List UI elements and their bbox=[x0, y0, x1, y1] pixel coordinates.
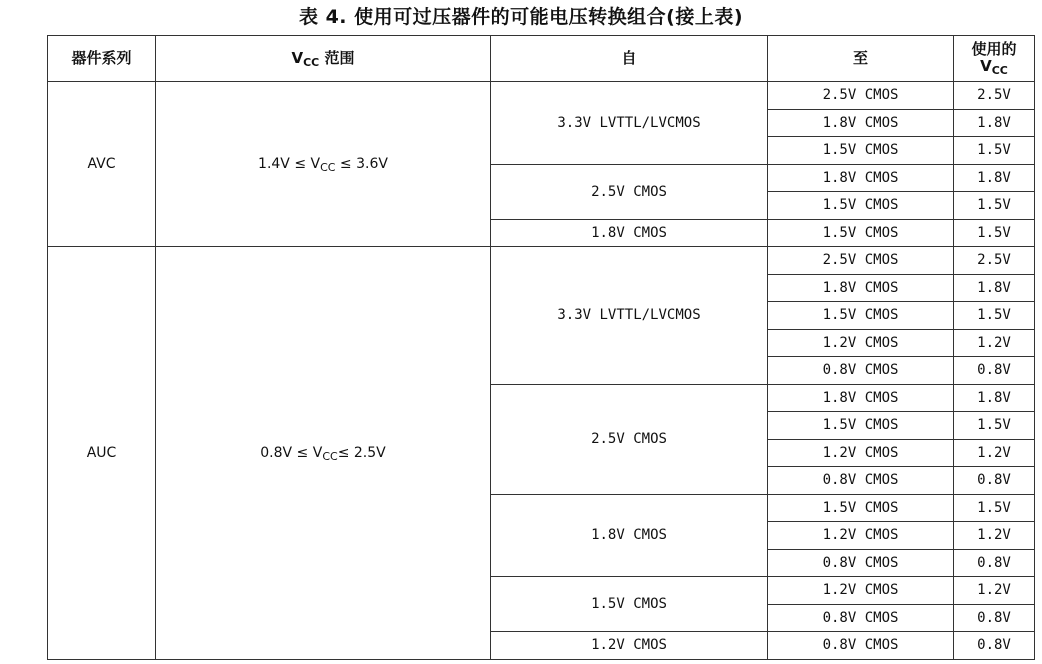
table-caption: 表 4. 使用可过压器件的可能电压转换组合(接上表) bbox=[298, 6, 744, 28]
from-cell: 2.5V CMOS bbox=[491, 164, 768, 219]
from-cell: 3.3V LVTTL/LVCMOS bbox=[491, 247, 768, 385]
to-cell: 1.5V CMOS bbox=[768, 412, 954, 440]
family-cell: AUC bbox=[48, 247, 156, 660]
vcc-cell: 0.8V bbox=[954, 604, 1035, 632]
from-cell: 3.3V LVTTL/LVCMOS bbox=[491, 82, 768, 165]
vcc-range-cell: $1.4V \le V_{CC} \le 3.6V$ bbox=[156, 82, 491, 247]
to-cell: 1.5V CMOS bbox=[768, 494, 954, 522]
to-cell: 0.8V CMOS bbox=[768, 604, 954, 632]
to-cell: 1.8V CMOS bbox=[768, 274, 954, 302]
from-cell: 1.8V CMOS bbox=[491, 219, 768, 247]
to-cell: 1.8V CMOS bbox=[768, 109, 954, 137]
header-vcc-used-v: V bbox=[980, 57, 992, 75]
header-to: 至 bbox=[768, 36, 954, 82]
vcc-cell: 1.2V bbox=[954, 522, 1035, 550]
to-cell: 2.5V CMOS bbox=[768, 82, 954, 110]
to-cell: 0.8V CMOS bbox=[768, 467, 954, 495]
vcc-cell: 2.5V bbox=[954, 82, 1035, 110]
vcc-cell: 0.8V bbox=[954, 632, 1035, 660]
to-cell: 1.2V CMOS bbox=[768, 439, 954, 467]
header-family: 器件系列 bbox=[48, 36, 156, 82]
vcc-cell: 1.2V bbox=[954, 329, 1035, 357]
vcc-cell: 0.8V bbox=[954, 549, 1035, 577]
table-row bbox=[48, 82, 1035, 110]
header-vcc-range bbox=[156, 36, 491, 82]
vcc-cell: 0.8V bbox=[954, 357, 1035, 385]
voltage-translation-table bbox=[47, 35, 1035, 660]
vcc-range-cell: $0.8V \le V_{CC}\le 2.5V$ bbox=[156, 247, 491, 660]
vcc-cell: 1.8V bbox=[954, 164, 1035, 192]
to-cell: 2.5V CMOS bbox=[768, 247, 954, 275]
to-cell: 1.2V CMOS bbox=[768, 577, 954, 605]
vcc-cell: 1.5V bbox=[954, 494, 1035, 522]
to-cell: 1.2V CMOS bbox=[768, 329, 954, 357]
from-cell: 1.8V CMOS bbox=[491, 494, 768, 577]
header-row bbox=[48, 36, 1035, 82]
header-vcc-range-v: V bbox=[291, 48, 304, 67]
to-cell: 1.5V CMOS bbox=[768, 137, 954, 165]
header-vcc-used-prefix: 使用的 bbox=[971, 40, 1017, 58]
header-vcc-used bbox=[954, 36, 1035, 82]
to-cell: 1.8V CMOS bbox=[768, 384, 954, 412]
vcc-cell: 2.5V bbox=[954, 247, 1035, 275]
vcc-cell: 0.8V bbox=[954, 467, 1035, 495]
table-row bbox=[48, 247, 1035, 275]
vcc-cell: 1.8V bbox=[954, 274, 1035, 302]
vcc-cell: 1.8V bbox=[954, 384, 1035, 412]
to-cell: 1.2V CMOS bbox=[768, 522, 954, 550]
to-cell: 0.8V CMOS bbox=[768, 357, 954, 385]
vcc-cell: 1.8V bbox=[954, 109, 1035, 137]
vcc-cell: 1.5V bbox=[954, 192, 1035, 220]
to-cell: 1.5V CMOS bbox=[768, 219, 954, 247]
vcc-cell: 1.5V bbox=[954, 412, 1035, 440]
vcc-cell: 1.2V bbox=[954, 577, 1035, 605]
vcc-cell: 1.5V bbox=[954, 219, 1035, 247]
to-cell: 1.8V CMOS bbox=[768, 164, 954, 192]
vcc-cell: 1.5V bbox=[954, 302, 1035, 330]
from-cell: 1.2V CMOS bbox=[491, 632, 768, 660]
vcc-cell: 1.5V bbox=[954, 137, 1035, 165]
from-cell: 2.5V CMOS bbox=[491, 384, 768, 494]
header-vcc-used-sub: CC bbox=[991, 64, 1008, 77]
to-cell: 0.8V CMOS bbox=[768, 549, 954, 577]
from-cell: 1.5V CMOS bbox=[491, 577, 768, 632]
family-cell: AVC bbox=[48, 82, 156, 247]
vcc-cell: 1.2V bbox=[954, 439, 1035, 467]
header-vcc-range-sub: CC bbox=[303, 55, 320, 69]
header-vcc-range-suffix: 范围 bbox=[319, 48, 355, 67]
to-cell: 1.5V CMOS bbox=[768, 302, 954, 330]
to-cell: 0.8V CMOS bbox=[768, 632, 954, 660]
header-from: 自 bbox=[491, 36, 768, 82]
to-cell: 1.5V CMOS bbox=[768, 192, 954, 220]
